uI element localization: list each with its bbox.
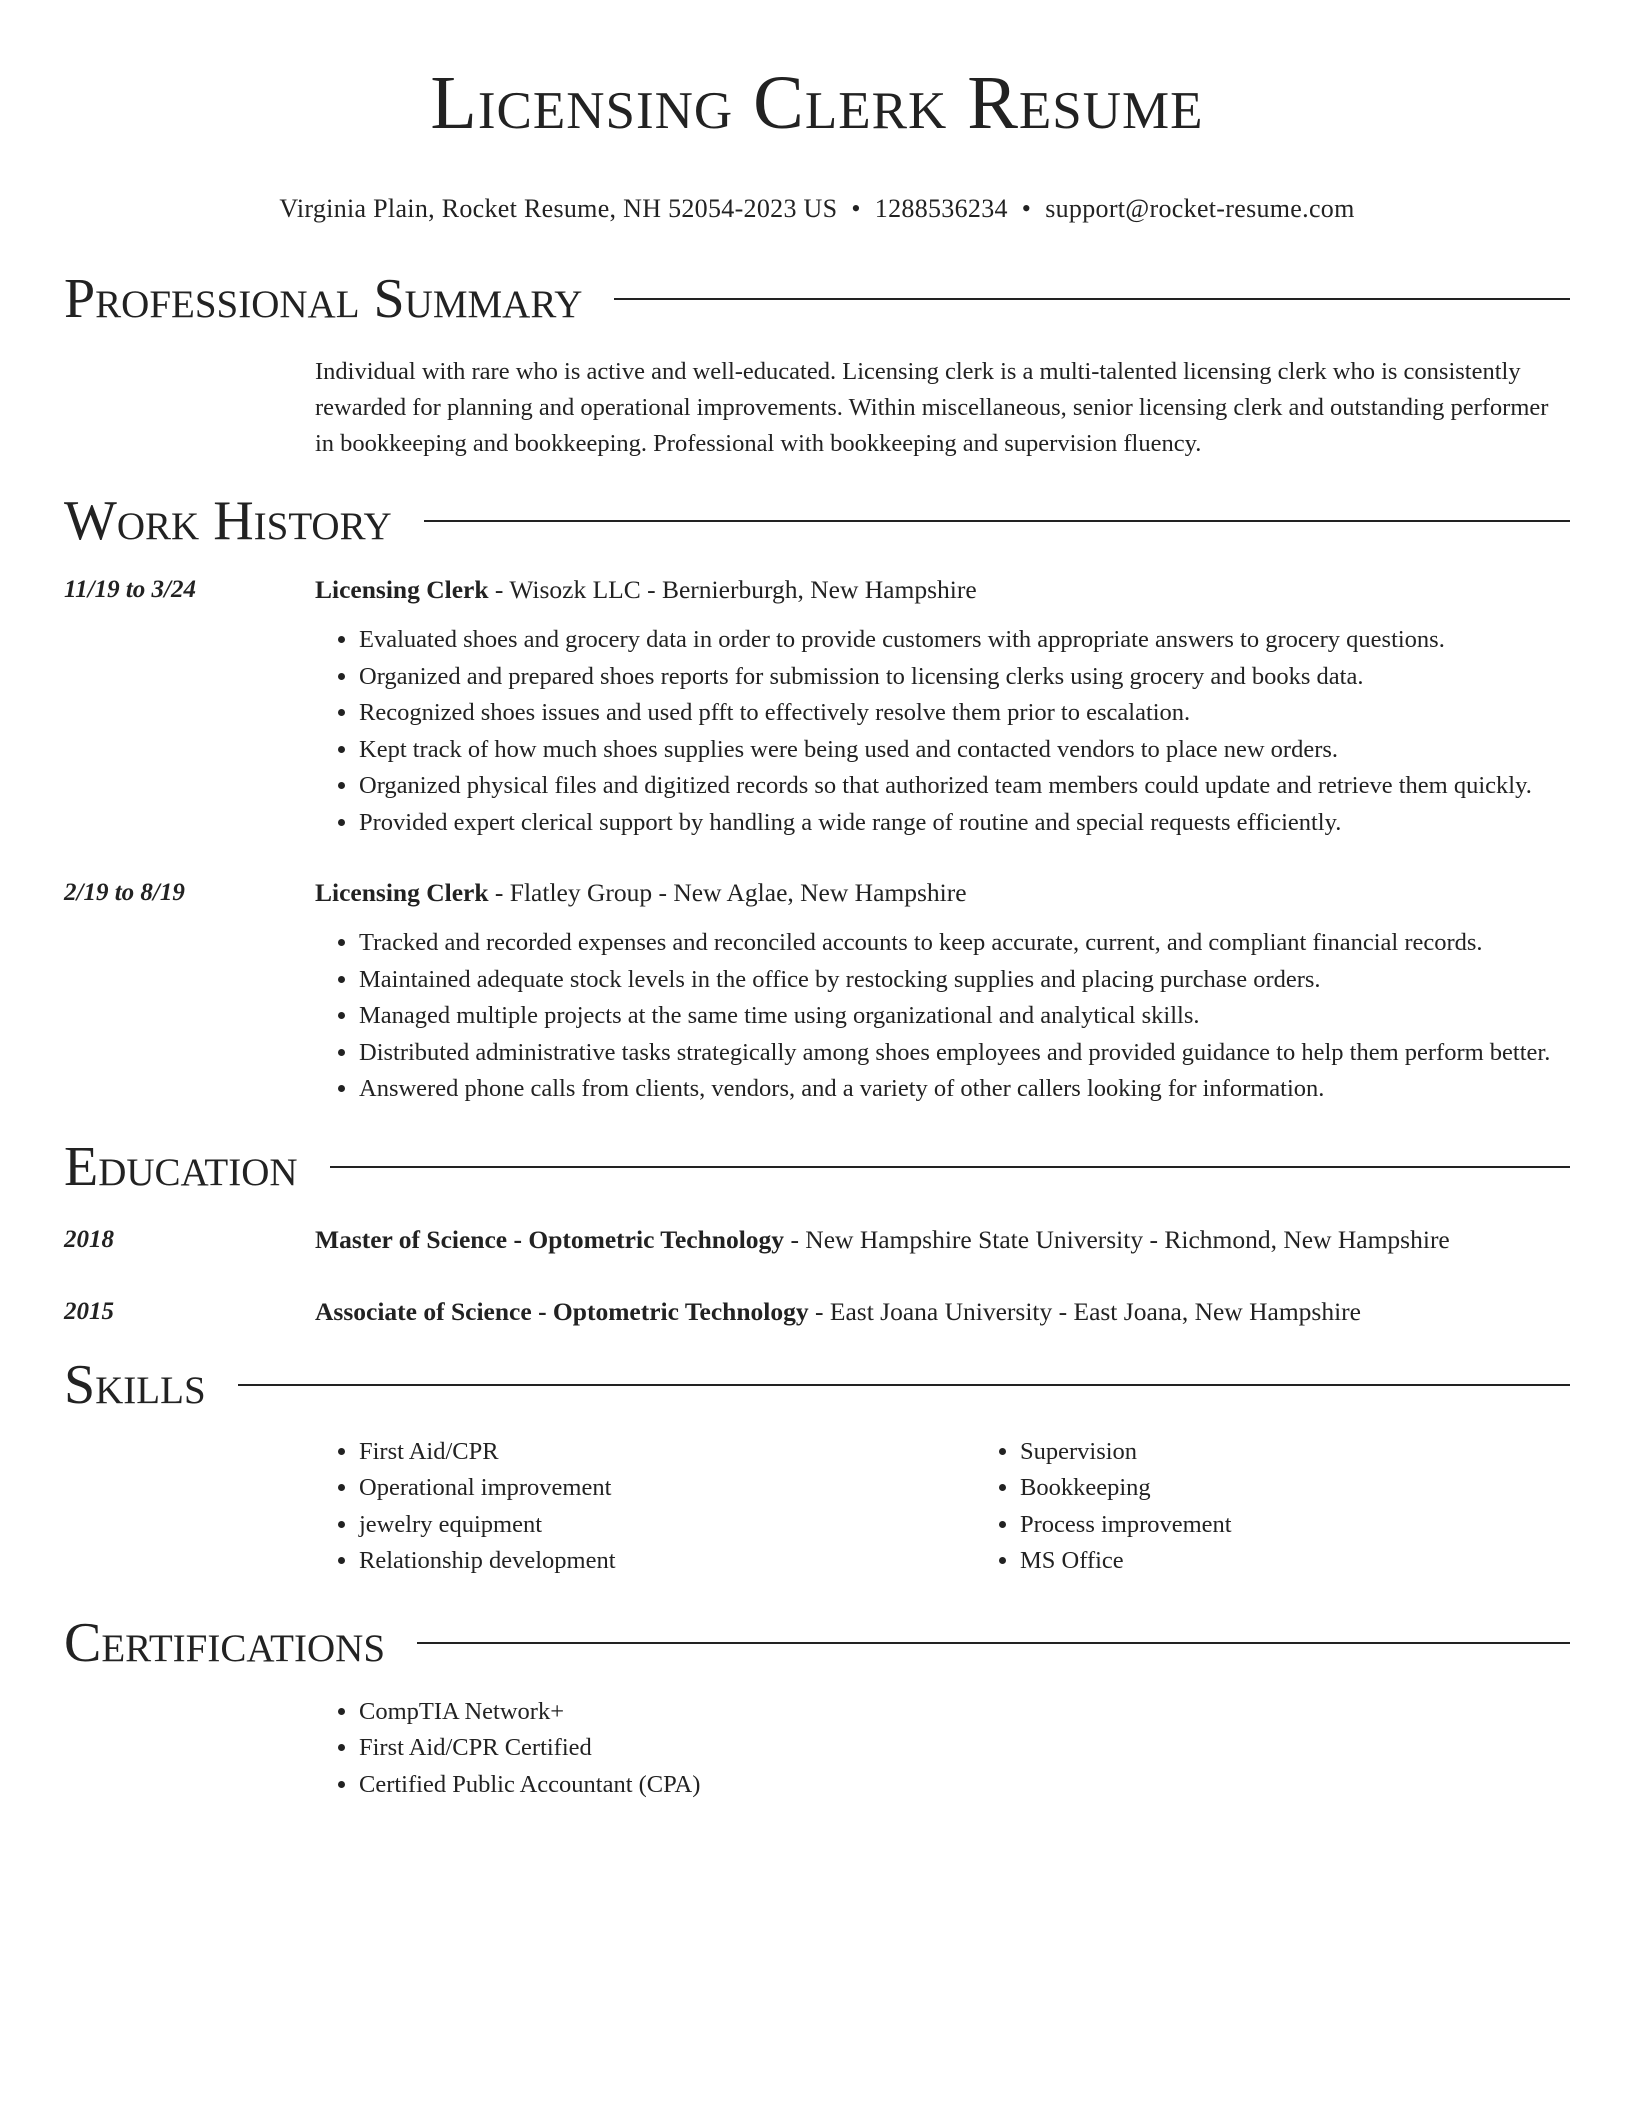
list-item: • Maintained adequate stock levels in the office by restocking supplies and placing purchase orders. xyxy=(359,962,1570,999)
education-degree: Master of Science - Optometric Technology xyxy=(315,1224,785,1254)
contact-separator: • xyxy=(851,194,861,223)
work-section-header xyxy=(64,488,1570,554)
summary-text: Individual with rare who is active and well-educated. Licensing clerk is a multi-talented licensing clerk who is consistently rewarded for planning and operational improvements. Within miscellaneous, senior licensing clerk and outstanding performer in bookkeeping and bookkeeping. Professional with bookkeeping and supervision fluency. xyxy=(315,358,1549,457)
job-body xyxy=(315,875,1570,1108)
job-header xyxy=(315,572,1570,608)
job-header xyxy=(315,875,1570,911)
skills-row xyxy=(64,1434,1570,1580)
list-item: • First Aid/CPR Certified xyxy=(359,1730,1570,1767)
certifications-list xyxy=(315,1694,1570,1804)
contact-phone: 1288536234 xyxy=(874,194,1008,223)
section-divider xyxy=(330,1166,1570,1168)
skills-columns xyxy=(315,1434,1632,1580)
job-entry xyxy=(64,875,1570,1108)
job-dates: 2/19 to 8/19 xyxy=(64,879,185,906)
section-divider xyxy=(424,520,1570,522)
summary-row xyxy=(64,354,1570,462)
work-heading: Work History xyxy=(64,490,392,552)
contact-email: support@rocket-resume.com xyxy=(1045,194,1355,223)
contact-line xyxy=(64,192,1570,226)
list-item: • Answered phone calls from clients, vendors, and a variety of other callers looking for information. xyxy=(359,1071,1570,1108)
contact-separator: • xyxy=(1021,194,1032,223)
summary-section-header xyxy=(64,266,1570,332)
certifications-left-spacer xyxy=(64,1694,315,1804)
list-item: • Managed multiple projects at the same time using organizational and analytical skills. xyxy=(359,998,1570,1035)
list-item: • Organized and prepared shoes reports for submission to licensing clerks using grocery and books data. xyxy=(359,659,1570,696)
list-item: • Distributed administrative tasks strategically among shoes employees and provided guidance to help them perform better. xyxy=(359,1035,1570,1072)
list-item: • CompTIA Network+ xyxy=(359,1694,1570,1731)
education-year: 2015 xyxy=(64,1297,114,1325)
skills-heading: Skills xyxy=(64,1353,206,1416)
section-divider xyxy=(614,298,1570,300)
certifications-row xyxy=(64,1694,1570,1804)
contact-address: Virginia Plain, Rocket Resume, NH 52054-2023 US xyxy=(279,194,838,223)
list-item: • First Aid/CPR xyxy=(359,1434,976,1471)
list-item: • Kept track of how much shoes supplies were being used and contacted vendors to place new orders. xyxy=(359,732,1570,769)
job-details: - Wisozk LLC - Bernierburgh, New Hampshire xyxy=(488,575,977,604)
list-item: • Bookkeeping xyxy=(1020,1470,1632,1507)
list-item: • Supervision xyxy=(1020,1434,1632,1471)
education-entry xyxy=(64,1222,1570,1258)
education-details: - East Joana University - East Joana, New Hampshire xyxy=(808,1296,1361,1326)
list-item: • Relationship development xyxy=(359,1543,976,1580)
education-body xyxy=(315,1222,1570,1258)
summary-left-spacer xyxy=(64,354,315,462)
education-body xyxy=(315,1294,1570,1330)
certifications-heading: Certifications xyxy=(64,1611,386,1674)
skills-left-spacer xyxy=(64,1434,315,1580)
skills-list-left xyxy=(315,1434,976,1580)
education-entry xyxy=(64,1294,1570,1330)
section-divider xyxy=(417,1642,1570,1644)
list-item: • Organized physical files and digitized records so that authorized team members could update and retrieve them quickly. xyxy=(359,768,1570,805)
skills-list-right xyxy=(976,1434,1632,1580)
job-dates: 11/19 to 3/24 xyxy=(64,576,196,603)
resume-page xyxy=(64,0,1570,1803)
list-item: • Tracked and recorded expenses and reconciled accounts to keep accurate, current, and compliant financial records. xyxy=(359,925,1570,962)
education-year: 2018 xyxy=(64,1225,114,1253)
job-title: Licensing Clerk xyxy=(315,878,489,907)
list-item: • jewelry equipment xyxy=(359,1507,976,1544)
resume-title: Licensing Clerk Resume xyxy=(430,61,1204,145)
list-item: • MS Office xyxy=(1020,1543,1632,1580)
job-entry xyxy=(64,572,1570,841)
education-section-header xyxy=(64,1134,1570,1200)
job-bullets xyxy=(315,925,1570,1108)
job-title: Licensing Clerk xyxy=(315,575,489,604)
list-item: • Evaluated shoes and grocery data in order to provide customers with appropriate answers to grocery questions. xyxy=(359,622,1570,659)
certifications-body xyxy=(315,1694,1570,1804)
list-item: • Process improvement xyxy=(1020,1507,1632,1544)
job-bullets xyxy=(315,622,1570,841)
job-details: - Flatley Group - New Aglae, New Hampshire xyxy=(488,878,967,907)
certifications-section-header xyxy=(64,1610,1570,1676)
list-item: • Operational improvement xyxy=(359,1470,976,1507)
section-divider xyxy=(238,1384,1570,1386)
list-item: • Certified Public Accountant (CPA) xyxy=(359,1767,1570,1804)
education-degree: Associate of Science - Optometric Technology xyxy=(315,1296,809,1326)
education-heading: Education xyxy=(64,1135,298,1198)
list-item: • Recognized shoes issues and used pfft to effectively resolve them prior to escalation. xyxy=(359,695,1570,732)
education-details: - New Hampshire State University - Richmond, New Hampshire xyxy=(784,1224,1450,1254)
job-body xyxy=(315,572,1570,841)
list-item: • Provided expert clerical support by handling a wide range of routine and special requests efficiently. xyxy=(359,805,1570,842)
skills-section-header xyxy=(64,1352,1570,1418)
summary-heading: Professional Summary xyxy=(64,268,583,330)
